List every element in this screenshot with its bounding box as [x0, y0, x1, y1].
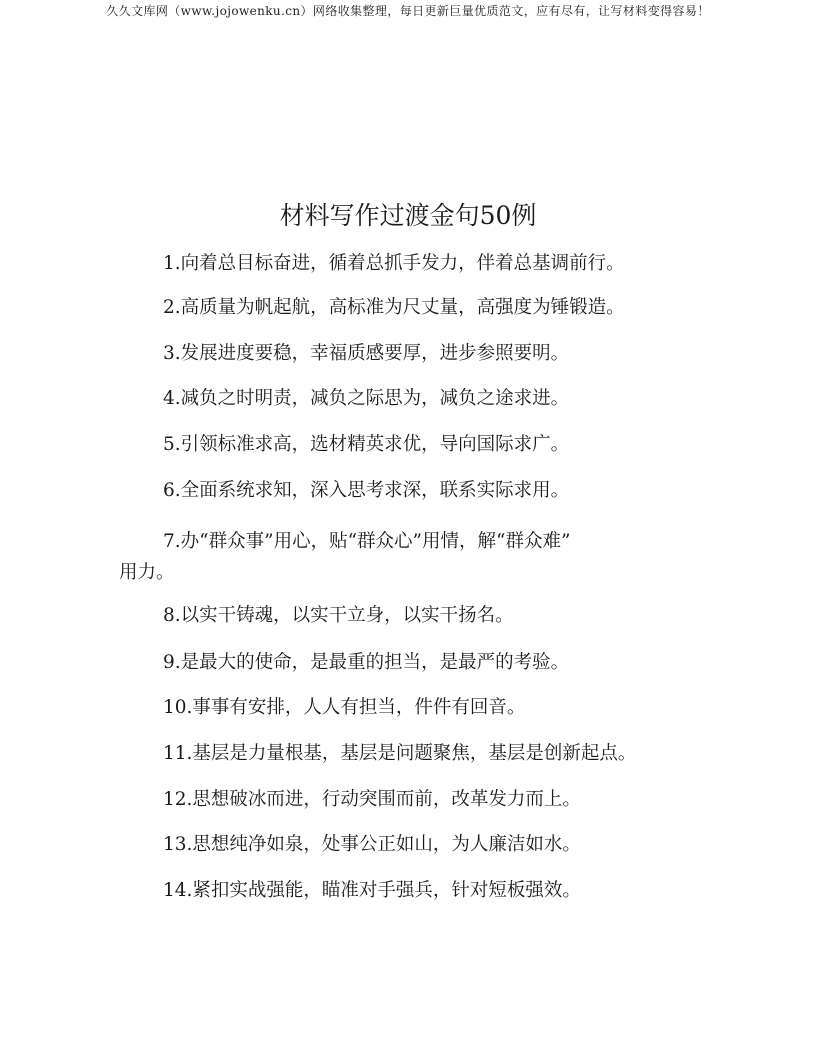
list-item: 9.是最大的使命，是最重的担当，是最严的考验。	[163, 652, 570, 673]
list-item: 13.思想纯净如泉，处事公正如山，为人廉洁如水。	[163, 834, 581, 855]
list-item: 5.引领标准求高，选材精英求优，导向国际求广。	[163, 434, 570, 455]
list-item: 2.高质量为帆起航，高标准为尺丈量，高强度为锤锻造。	[163, 297, 625, 318]
list-item-continuation: 用力。	[119, 562, 175, 583]
list-item: 8.以实干铸魂，以实干立身，以实干扬名。	[163, 605, 514, 626]
list-item: 3.发展进度要稳，幸福质感要厚，进步参照要明。	[163, 343, 570, 364]
list-item: 14.紧扣实战强能，瞄准对手强兵，针对短板强效。	[163, 880, 581, 901]
list-item: 10.事事有安排，人人有担当，件件有回音。	[163, 697, 526, 718]
list-item: 4.减负之时明责，减负之际思为，减负之途求进。	[163, 388, 570, 409]
list-item: 1.向着总目标奋进，循着总抓手发力，伴着总基调前行。	[163, 253, 625, 274]
document-title: 材料写作过渡金句50例	[279, 201, 537, 230]
header-banner: 久久文库网（www.jojowenku.cn）网络收集整理，每日更新巨量优质范文，应有尽有，让写材料变得容易！	[106, 4, 710, 18]
list-item: 12.思想破冰而进，行动突围而前，改革发力而上。	[163, 789, 581, 810]
list-item: 11.基层是力量根基，基层是问题聚焦，基层是创新起点。	[163, 743, 637, 764]
list-item: 6.全面系统求知，深入思考求深，联系实际求用。	[163, 480, 570, 501]
list-item: 7.办“群众事”用心，贴“群众心”用情，解“群众难”	[163, 531, 571, 552]
